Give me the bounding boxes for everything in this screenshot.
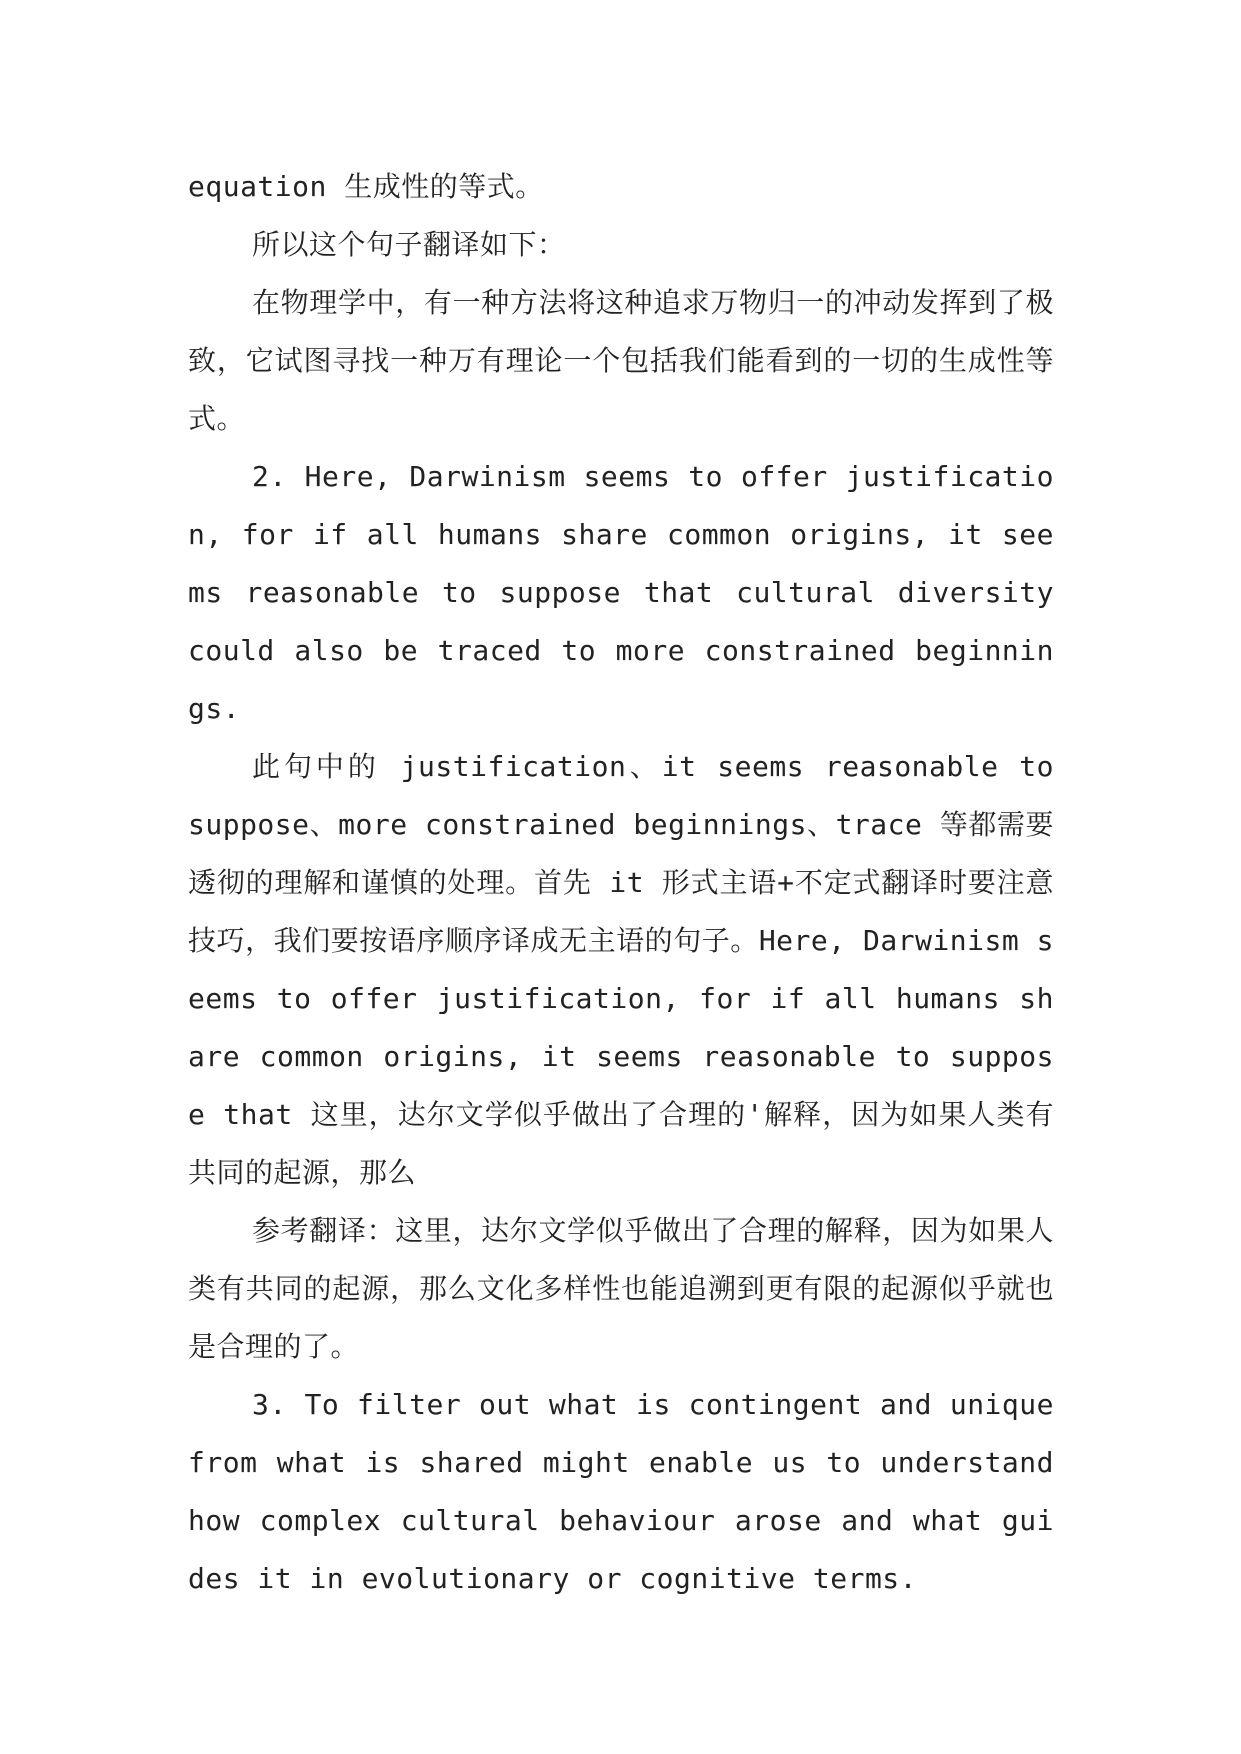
paragraph-reference-translation-2: 参考翻译：这里，达尔文学似乎做出了合理的解释，因为如果人类有共同的起源，那么文化多样性也能追溯到更有限的起源似乎就也是合理的了。 <box>188 1214 1054 1363</box>
paragraph-analysis-2: 此句中的 justification、it seems reasonable to suppose、more constrained beginnings、trace 等都需要透彻的理解和谨慎的处理。首先 it 形式主语+不定式翻译时要注意技巧，我们要按语序顺序译成无主语的句子。Here, Darwinism seems to offer justification, for if all humans share common origins, it seems reasonable to suppose that 这里，达尔文学似乎做出了合理的'解释，因为如果人类有共同的起源，那么 <box>188 750 1054 1189</box>
document-body <box>188 158 1054 1608</box>
paragraph-translation-intro: 所以这个句子翻译如下： <box>252 228 566 261</box>
paragraph-equation-line: equation 生成性的等式。 <box>188 170 544 203</box>
paragraph-sentence-2: 2. Here, Darwinism seems to offer justification, for if all humans share common origins, it seems reasonable to suppose that cultural diversity could also be traced to more constrained beginnings. <box>188 460 1054 725</box>
paragraph-translation-physics: 在物理学中，有一种方法将这种追求万物归一的冲动发挥到了极致，它试图寻找一种万有理论一个包括我们能看到的一切的生成性等式。 <box>188 286 1054 435</box>
paragraph-sentence-3: 3. To filter out what is contingent and unique from what is shared might enable us to understand how complex cultural behaviour arose and what guides it in evolutionary or cognitive terms. <box>188 1388 1054 1595</box>
